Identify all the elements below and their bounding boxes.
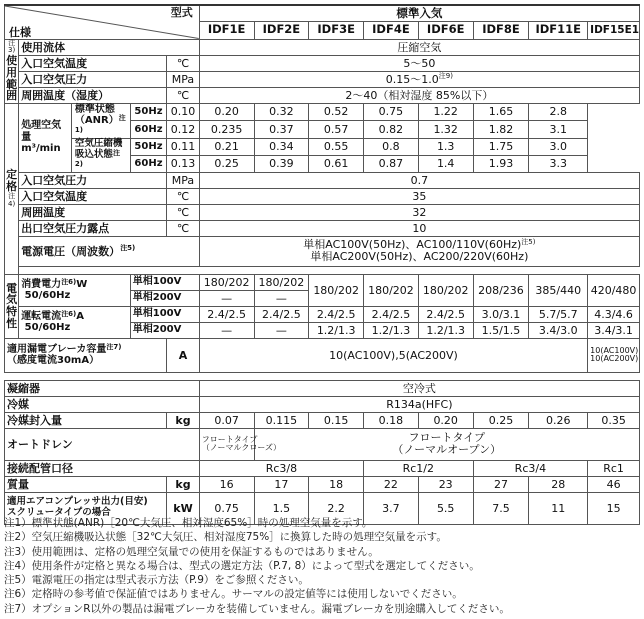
cap-cell: 1.32 — [418, 121, 473, 139]
power-cell: 208/236 — [473, 274, 529, 306]
power-cell: 420/480 — [588, 274, 640, 306]
cap-cell: 0.10 — [167, 103, 200, 121]
charge-cell: 0.25 — [473, 412, 529, 428]
ambient-label: 周囲温度（湿度） — [19, 87, 167, 103]
drain-first: フロートタイプ （ノーマルクローズ） — [199, 428, 254, 460]
model-header: IDF4E — [364, 21, 419, 39]
cap-cell: 0.235 — [199, 121, 254, 139]
cap-cell: 0.13 — [167, 155, 200, 172]
group-electric: 電 気 特 性 — [5, 274, 19, 338]
mass-label: 質量 — [5, 476, 167, 492]
port-cell: Rc1 — [588, 460, 640, 476]
unit: MPa — [167, 172, 200, 188]
port-cell: Rc1/2 — [364, 460, 474, 476]
footnotes — [4, 516, 640, 616]
freq: 50Hz — [130, 103, 167, 121]
footnote: 注6）定格時の参考値で保証値ではありません。サーマルの設定値等には使用しないでください。 — [4, 588, 463, 601]
freq: 60Hz — [130, 155, 167, 172]
model-header: IDF2E — [254, 21, 309, 39]
cap-cell: 0.32 — [254, 103, 309, 121]
sub-label: 単相100V — [130, 306, 199, 322]
breaker-last: 10(AC100V) 10(AC200V) — [588, 338, 640, 372]
footnote: 注1）標準状態(ANR)［20℃大気圧、相対湿度65%］時の処理空気量を示す。 — [4, 517, 373, 529]
voltage-label: 電源電圧（周波数）$^{注5)}$ — [19, 236, 200, 266]
current-cell: 3.0/3.1 — [473, 306, 529, 322]
cap-cell: 0.21 — [199, 139, 254, 156]
current-cell: — — [199, 322, 254, 338]
cap-cell: 1.82 — [473, 121, 529, 139]
model-header: IDF6E — [418, 21, 473, 39]
model-header: IDF3E — [309, 21, 364, 39]
cap-cell: 1.93 — [473, 155, 529, 172]
comp-cell: 15 — [588, 492, 640, 524]
r-inlet-press-label: 入口空気圧力 — [19, 172, 167, 188]
current-cell: 4.3/4.6 — [588, 306, 640, 322]
charge-cell: 0.15 — [309, 412, 364, 428]
cap-cell: 3.0 — [529, 139, 588, 156]
r-inlet-press-value: 0.7 — [199, 172, 639, 188]
cap-cell: 0.61 — [309, 155, 364, 172]
unit: kW — [167, 492, 200, 524]
unit: kg — [167, 412, 200, 428]
comp-cell: 3.7 — [364, 492, 419, 524]
dew-label: 出口空気圧力露点 — [19, 220, 167, 236]
current-cell: 2.4/2.5 — [364, 306, 419, 322]
cap-cell: 1.65 — [473, 103, 529, 121]
model-label: 型式 — [170, 6, 193, 19]
cap-cell: 0.12 — [167, 121, 200, 139]
spacer — [19, 266, 640, 274]
cap-cell: 3.3 — [529, 155, 588, 172]
charge-cell: 0.18 — [364, 412, 419, 428]
inlet-press-value: 0.15〜1.0$^{注9)}$ — [199, 71, 639, 87]
capacity-label: 処理空気量 m³/min — [19, 103, 72, 172]
cap-cell: 0.34 — [254, 139, 309, 156]
current-cell: 2.4/2.5 — [199, 306, 254, 322]
charge-cell: 0.07 — [199, 412, 254, 428]
current-label: 運転電流$^{注6)}$A 50/60Hz — [19, 306, 131, 338]
breaker-value: 10(AC100V),5(AC200V) — [199, 338, 587, 372]
model-header: IDF11E — [529, 21, 588, 39]
breaker-label: 適用漏電ブレーカ容量$^{注7)}$ （感度電流30mA） — [5, 338, 167, 372]
inlet-press-label: 入口空気圧力 — [19, 71, 167, 87]
mass-cell: 18 — [309, 476, 364, 492]
mass-cell: 16 — [199, 476, 254, 492]
current-cell: 2.4/2.5 — [309, 306, 364, 322]
charge-label: 冷媒封入量 — [5, 412, 167, 428]
cap-cell: 0.11 — [167, 139, 200, 156]
cap-cell: 0.57 — [309, 121, 364, 139]
group-rating: 定 格 注4) — [5, 103, 19, 274]
voltage-value: 単相AC100V(50Hz)、$AC100/110V(60Hz)^{注5)}$ 単相AC200V(50Hz)、AC200/220V(60Hz) — [199, 236, 639, 266]
power-cell: 180/202 — [254, 274, 309, 290]
comp-cell: 1.5 — [254, 492, 309, 524]
port-cell: Rc3/8 — [199, 460, 363, 476]
current-cell: 5.7/5.7 — [529, 306, 588, 322]
r-ambient-label: 周囲温度 — [19, 204, 167, 220]
cap-cell: 0.37 — [254, 121, 309, 139]
r-inlet-temp-label: 入口空気温度 — [19, 188, 167, 204]
power-cell: — — [254, 290, 309, 306]
power-cell: 180/202 — [364, 274, 419, 306]
mass-cell: 28 — [529, 476, 588, 492]
current-cell: 1.5/1.5 — [473, 322, 529, 338]
cap-cell: 1.3 — [418, 139, 473, 156]
sub-label: 単相200V — [130, 290, 199, 306]
refrigerant-value: R134a(HFC) — [199, 396, 639, 412]
mass-cell: 23 — [418, 476, 473, 492]
comp-cell: 11 — [529, 492, 588, 524]
cap-cell: 0.39 — [254, 155, 309, 172]
unit: ℃ — [167, 188, 200, 204]
current-cell: 1.2/1.3 — [418, 322, 473, 338]
cap-cell: 0.55 — [309, 139, 364, 156]
current-cell: 3.4/3.1 — [588, 322, 640, 338]
drain-rest: フロートタイプ （ノーマルオープン） — [254, 428, 639, 460]
freq: 60Hz — [130, 121, 167, 139]
comp-cell: 0.75 — [199, 492, 254, 524]
spec-table — [4, 4, 640, 525]
power-cell: 180/202 — [309, 274, 364, 306]
cap-cell: 0.82 — [364, 121, 419, 139]
spec-label: 仕様 — [9, 25, 31, 39]
cap-cell: 0.87 — [364, 155, 419, 172]
spacer — [5, 372, 640, 380]
cap-cell: 0.52 — [309, 103, 364, 121]
freq: 50Hz — [130, 139, 167, 156]
r-inlet-temp-value: 35 — [199, 188, 639, 204]
footnote: 注5）電源電圧の指定は型式表示方法（P.9）をご参照ください。 — [4, 574, 309, 587]
cap-cell: 2.8 — [529, 103, 588, 121]
power-cell: 180/202 — [199, 274, 254, 290]
port-cell: Rc3/4 — [473, 460, 588, 476]
inlet-temp-value: 5〜50 — [199, 55, 639, 71]
group-usage-range: 注3) 使 用 範 囲 — [6, 38, 18, 103]
condenser-value: 空冷式 — [199, 380, 639, 396]
current-cell: 1.2/1.3 — [364, 322, 419, 338]
ambient-value: 2〜40（相対湿度 85%以下） — [199, 87, 639, 103]
charge-cell: 0.20 — [418, 412, 473, 428]
comp-cell: 5.5 — [418, 492, 473, 524]
cap-cell: 1.4 — [418, 155, 473, 172]
unit: ℃ — [167, 204, 200, 220]
model-header: IDF8E — [473, 21, 529, 39]
cap-cell: 1.22 — [418, 103, 473, 121]
footnote: 注2）空気圧縮機吸込状態［32℃大気圧、相対湿度75%］に換算した時の処理空気量を示す。 — [4, 531, 447, 544]
current-cell: — — [254, 322, 309, 338]
fluid-label: 使用流体 — [19, 39, 200, 55]
power-cell: — — [199, 290, 254, 306]
current-cell: 1.2/1.3 — [309, 322, 364, 338]
fluid-value: 圧縮空気 — [199, 39, 639, 55]
anr-label: 標準状態 （ANR）$^{注1)}$ — [71, 103, 130, 139]
power-label: 消費電力$^{注6)}$W 50/60Hz — [19, 274, 131, 306]
comp-label: 適用エアコンプレッサ出力(目安) スクリュータイプの場合 — [5, 492, 167, 524]
cap-cell: 0.20 — [199, 103, 254, 121]
footnote: 注4）使用条件が定格と異なる場合は、型式の選定方法（P.7, 8）によって型式を選定してください。 — [4, 559, 480, 572]
inlet-temp-label: 入口空気温度 — [19, 55, 167, 71]
cap-cell: 0.8 — [364, 139, 419, 156]
current-cell: 3.4/3.0 — [529, 322, 588, 338]
header-corner — [5, 5, 200, 39]
charge-cell: 0.26 — [529, 412, 588, 428]
current-cell: 2.4/2.5 — [254, 306, 309, 322]
comp-cell: 7.5 — [473, 492, 529, 524]
current-cell: 2.4/2.5 — [418, 306, 473, 322]
unit: ℃ — [167, 87, 200, 103]
model-header: IDF1E — [199, 21, 254, 39]
mass-cell: 22 — [364, 476, 419, 492]
unit: ℃ — [167, 220, 200, 236]
diagonal-line — [5, 6, 199, 39]
footnote: 注7）オプションR以外の製品は漏電ブレーカを装備していません。漏電ブレーカを別途購入してください。 — [4, 602, 510, 615]
unit: kg — [167, 476, 200, 492]
cap-cell: 0.25 — [199, 155, 254, 172]
standard-header: 標準入気 — [199, 5, 639, 21]
unit: MPa — [167, 71, 200, 87]
comp-cell: 2.2 — [309, 492, 364, 524]
mass-cell: 27 — [473, 476, 529, 492]
footnote: 注3）使用範囲は、定格の処理空気量での使用を保証するものではありません。 — [4, 545, 379, 558]
sub-label: 単相200V — [130, 322, 199, 338]
mass-cell: 46 — [588, 476, 640, 492]
refrigerant-label: 冷媒 — [5, 396, 200, 412]
suction-label: 空気圧縮機 吸込状態$^{注2)}$ — [71, 139, 130, 173]
r-ambient-value: 32 — [199, 204, 639, 220]
model-header: IDF15E1 — [588, 21, 640, 39]
port-label: 接続配管口径 — [5, 460, 200, 476]
dew-value: 10 — [199, 220, 639, 236]
cap-cell: 1.75 — [473, 139, 529, 156]
unit: ℃ — [167, 55, 200, 71]
drain-label: オートドレン — [5, 428, 200, 460]
power-cell: 180/202 — [418, 274, 473, 306]
mass-cell: 17 — [254, 476, 309, 492]
cap-cell: 3.1 — [529, 121, 588, 139]
unit: A — [167, 338, 200, 372]
cap-cell: 0.75 — [364, 103, 419, 121]
sub-label: 単相100V — [130, 274, 199, 290]
condenser-label: 凝縮器 — [5, 380, 200, 396]
charge-cell: 0.115 — [254, 412, 309, 428]
charge-cell: 0.35 — [588, 412, 640, 428]
power-cell: 385/440 — [529, 274, 588, 306]
